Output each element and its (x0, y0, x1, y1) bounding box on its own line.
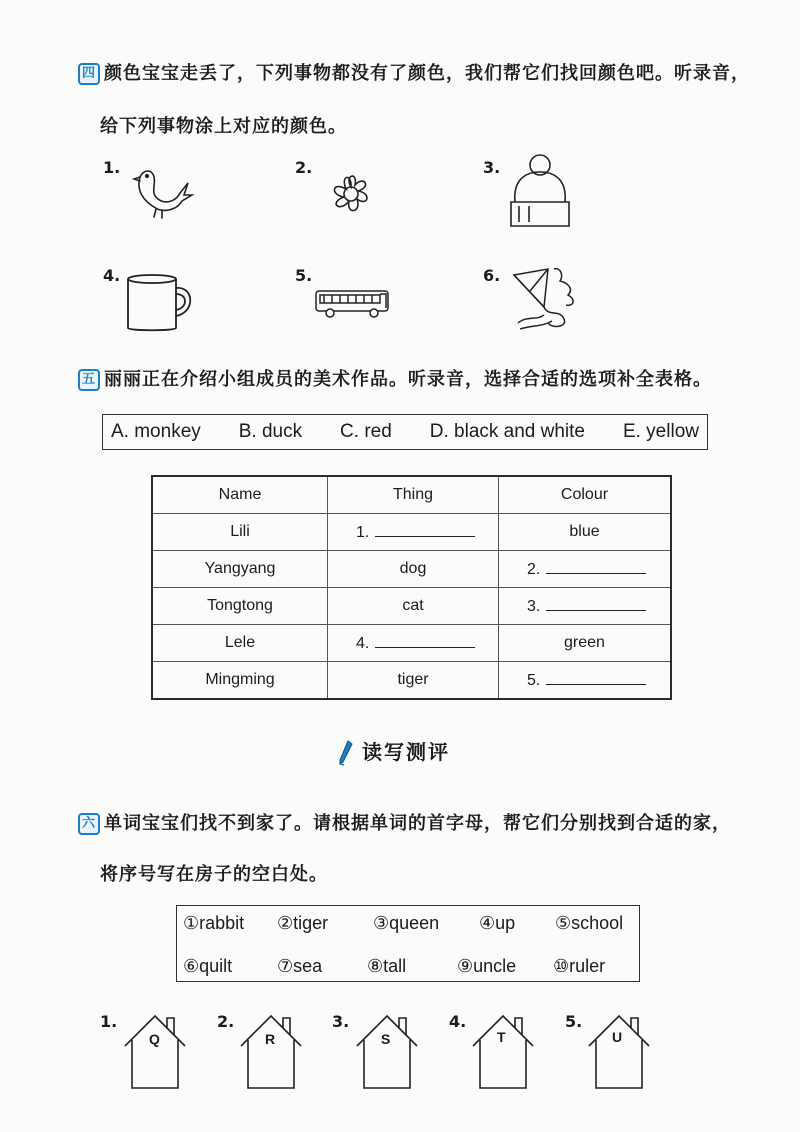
item-1-number: 1. (103, 158, 121, 177)
house-letter: T (497, 1029, 506, 1045)
house-letter: U (612, 1029, 623, 1045)
flower-icon (322, 165, 380, 223)
table-row (152, 588, 671, 625)
pencil-icon (338, 740, 354, 766)
word-item: ⑦sea (277, 956, 323, 976)
cell-thing: tiger (328, 662, 499, 700)
house-3-number: 3. (332, 1012, 350, 1031)
cell-name: Lili (152, 514, 328, 551)
section4-heading (78, 60, 768, 88)
house-letter: Q (149, 1031, 160, 1047)
cell-thing: dog (328, 551, 499, 588)
option-b: B. duck (238, 421, 303, 442)
cell-name: Lele (152, 625, 328, 662)
cell-colour: green (499, 625, 672, 662)
option-d: D. black and white (429, 421, 585, 442)
answer-blank-3[interactable]: 3. (499, 588, 672, 625)
word-item: ⑩ruler (553, 956, 606, 976)
word-item: ①rabbit (183, 913, 245, 933)
section5-badge: 五 (78, 369, 100, 391)
answer-blank-1[interactable]: 1. (328, 514, 499, 551)
house-q[interactable] (122, 1012, 188, 1090)
word-item: ⑥quilt (183, 956, 233, 976)
options-box (102, 414, 708, 450)
cell-name: Mingming (152, 662, 328, 700)
table-row (152, 625, 671, 662)
cell-colour: blue (499, 514, 672, 551)
cell-thing: cat (328, 588, 499, 625)
word-item: ③queen (373, 913, 440, 933)
item-5-number: 5. (295, 266, 313, 285)
section4-line2: 给下列事物涂上对应的颜色。 (100, 116, 347, 137)
item-6-number: 6. (483, 266, 501, 285)
table-row (152, 662, 671, 700)
section5-instruction: 丽丽正在介绍小组成员的美术作品。听录音，选择合适的选项补全表格。 (104, 369, 712, 390)
house-4-number: 4. (449, 1012, 467, 1031)
house-s[interactable] (354, 1012, 420, 1090)
house-t[interactable] (470, 1012, 536, 1090)
header-thing: Thing (328, 476, 499, 514)
bus-icon (314, 288, 392, 320)
cell-name: Yangyang (152, 551, 328, 588)
house-1-number: 1. (100, 1012, 118, 1031)
item-2-number: 2. (295, 158, 313, 177)
word-bank (176, 905, 640, 982)
colour-table (151, 475, 672, 700)
kite-icon (508, 265, 582, 333)
house-2-number: 2. (217, 1012, 235, 1031)
section-divider-title: 读写测评 (362, 740, 450, 764)
hat-icon (505, 152, 575, 232)
cup-icon (124, 272, 200, 334)
house-letter: R (265, 1031, 276, 1047)
word-item: ②tiger (277, 913, 329, 933)
header-colour: Colour (499, 476, 672, 514)
section5-heading (78, 366, 768, 394)
section6-heading (78, 810, 768, 838)
section4-line1: 颜色宝宝走丢了，下列事物都没有了颜色，我们帮它们找回颜色吧。听录音， (104, 63, 750, 84)
word-item: ⑧tall (367, 956, 407, 976)
answer-blank-5[interactable]: 5. (499, 662, 672, 700)
cell-name: Tongtong (152, 588, 328, 625)
answer-blank-2[interactable]: 2. (499, 551, 672, 588)
house-u[interactable] (586, 1012, 652, 1090)
item-4-number: 4. (103, 266, 121, 285)
word-item: ④up (479, 913, 516, 933)
word-item: ⑤school (555, 913, 624, 933)
answer-blank-4[interactable]: 4. (328, 625, 499, 662)
header-name: Name (152, 476, 328, 514)
bird-icon (132, 165, 194, 223)
option-a: A. monkey (111, 421, 201, 442)
section4-badge: 四 (78, 63, 100, 85)
house-r[interactable] (238, 1012, 304, 1090)
house-letter: S (381, 1031, 391, 1047)
table-header-row (152, 476, 671, 514)
section6-badge: 六 (78, 813, 100, 835)
word-item: ⑨uncle (457, 956, 517, 976)
table-row (152, 551, 671, 588)
item-3-number: 3. (483, 158, 501, 177)
option-c: C. red (340, 421, 392, 442)
house-5-number: 5. (565, 1012, 583, 1031)
option-e: E. yellow (622, 421, 699, 442)
section6-line2: 将序号写在房子的空白处。 (100, 864, 328, 885)
table-row (152, 514, 671, 551)
section6-line1: 单词宝宝们找不到家了。请根据单词的首字母，帮它们分别找到合适的家， (104, 813, 731, 834)
